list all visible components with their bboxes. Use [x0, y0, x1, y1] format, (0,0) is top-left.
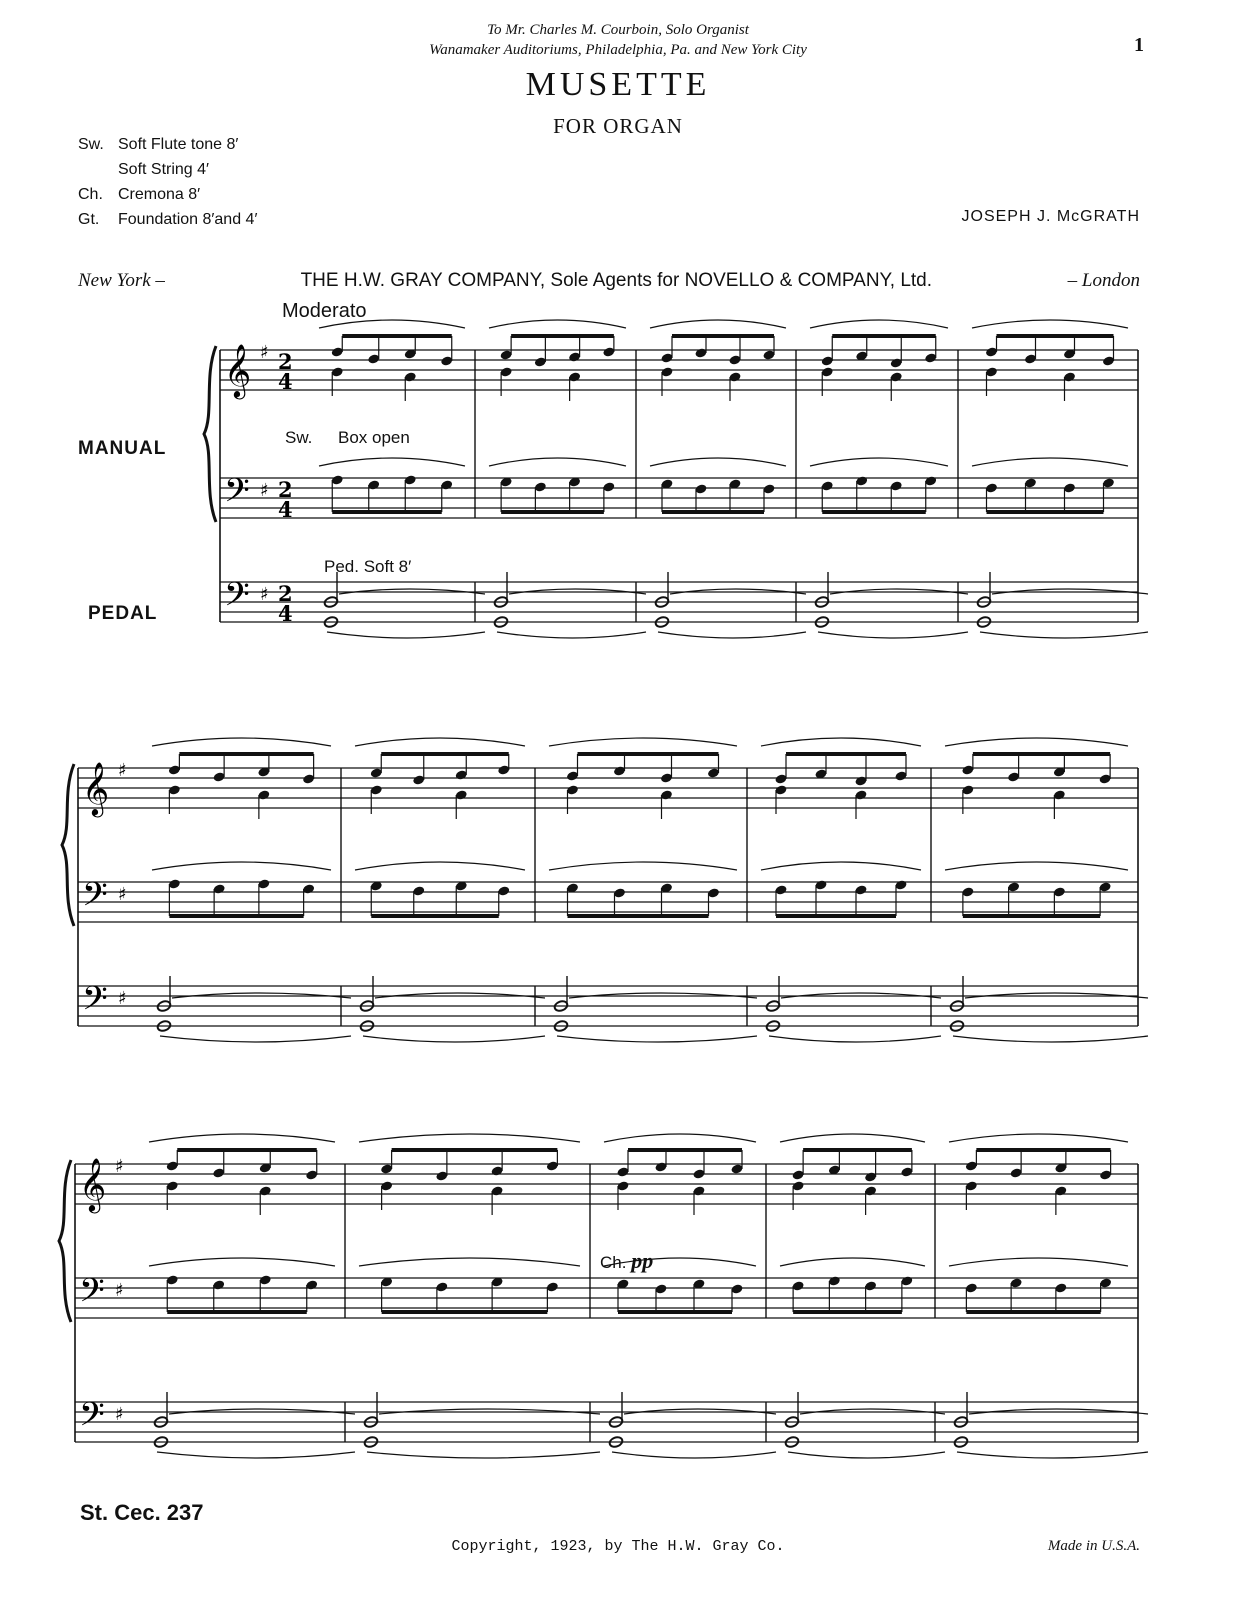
tempo-marking: Moderato — [282, 300, 367, 322]
time-signature-numerator: 2 — [278, 349, 293, 374]
slur — [489, 320, 626, 328]
choir-label: Ch. — [600, 1253, 627, 1272]
slur — [810, 458, 948, 466]
key-signature-sharp: ♯ — [260, 342, 269, 363]
tie — [160, 1036, 351, 1042]
registration-manual: Ch. — [78, 186, 103, 203]
tie — [612, 1452, 776, 1458]
tie — [367, 1452, 600, 1458]
slur — [780, 1134, 925, 1142]
slur — [945, 738, 1128, 746]
pedal-registration-marking: Ped. Soft 8′ — [324, 557, 412, 576]
made-in-notice: Made in U.S.A. — [1047, 1538, 1140, 1554]
slur — [780, 1258, 925, 1266]
treble-clef: 𝄞 — [79, 1157, 107, 1211]
bass-clef: 𝄢 — [224, 576, 250, 622]
dedication-line-1: To Mr. Charles M. Courboin, Solo Organist — [487, 22, 749, 38]
slur — [549, 738, 737, 746]
slur — [949, 1258, 1128, 1266]
time-signature-denominator: 4 — [278, 369, 293, 394]
key-signature-sharp: ♯ — [260, 584, 269, 605]
slur — [604, 1258, 756, 1266]
slur — [972, 320, 1128, 328]
publisher-city-left: New York – — [78, 270, 165, 291]
slur — [319, 458, 465, 466]
key-signature-sharp: ♯ — [118, 988, 127, 1009]
time-signature-numerator: 2 — [278, 477, 293, 502]
slur — [949, 1134, 1128, 1142]
page-number: 1 — [1134, 34, 1144, 56]
key-signature-sharp: ♯ — [118, 884, 127, 905]
slur — [972, 458, 1128, 466]
slur — [945, 862, 1128, 870]
slur — [149, 1258, 335, 1266]
dynamic-pp: pp — [631, 1248, 654, 1273]
slur — [604, 1134, 756, 1142]
bass-clef: 𝄢 — [79, 1272, 105, 1318]
registration-stop: Soft Flute tone 8′ — [118, 136, 239, 153]
swell-marking: Sw. — [285, 428, 313, 447]
publisher-text: THE H.W. GRAY COMPANY, Sole Agents for NOVELLO & COMPANY, Ltd. — [300, 270, 933, 291]
slur — [650, 320, 786, 328]
tie — [363, 1036, 545, 1042]
page-title: MUSETTE — [525, 66, 711, 103]
registration-stop: Soft String 4′ — [118, 161, 210, 178]
slur — [319, 320, 465, 328]
bass-clef: 𝄢 — [224, 472, 250, 518]
time-signature-denominator: 4 — [278, 601, 293, 626]
key-signature-sharp: ♯ — [260, 480, 269, 501]
registration-manual: Gt. — [78, 211, 100, 228]
slur — [489, 458, 626, 466]
slur — [549, 862, 737, 870]
slur — [761, 862, 921, 870]
slur — [355, 862, 525, 870]
bass-clef: 𝄢 — [79, 1396, 105, 1442]
publisher-city-right: – London — [1067, 270, 1140, 291]
tie — [980, 632, 1148, 638]
slur — [761, 738, 921, 746]
time-signature-denominator: 4 — [278, 497, 293, 522]
slur — [810, 320, 948, 328]
slur — [650, 458, 786, 466]
tie — [818, 632, 968, 638]
treble-clef: 𝄞 — [224, 343, 252, 397]
slur — [355, 738, 525, 746]
tie — [658, 632, 806, 638]
tie — [953, 1036, 1148, 1042]
tie — [327, 632, 485, 638]
key-signature-sharp: ♯ — [118, 760, 127, 781]
registration-stop: Cremona 8′ — [118, 186, 201, 203]
dedication-line-2: Wanamaker Auditoriums, Philadelphia, Pa. and New York City — [429, 42, 807, 58]
tie — [788, 1452, 945, 1458]
bass-clef: 𝄢 — [82, 980, 108, 1026]
registration-stop: Foundation 8′and 4′ — [118, 211, 258, 228]
tie — [557, 1036, 757, 1042]
manual-brace — [204, 346, 216, 522]
composer: JOSEPH J. McGRATH — [961, 208, 1140, 225]
treble-clef: 𝄞 — [82, 761, 110, 815]
slur — [152, 738, 331, 746]
manual-brace — [62, 764, 74, 926]
time-signature-numerator: 2 — [278, 581, 293, 606]
bass-clef: 𝄢 — [82, 876, 108, 922]
box-open-marking: Box open — [338, 428, 410, 447]
registration-manual: Sw. — [78, 136, 104, 153]
tie — [497, 632, 646, 638]
catalog-number: St. Cec. 237 — [80, 1500, 204, 1525]
slur — [359, 1258, 580, 1266]
manual-label: MANUAL — [78, 438, 167, 459]
slur — [149, 1134, 335, 1142]
tie — [157, 1452, 355, 1458]
key-signature-sharp: ♯ — [115, 1156, 124, 1177]
key-signature-sharp: ♯ — [115, 1404, 124, 1425]
tie — [769, 1036, 941, 1042]
slur — [152, 862, 331, 870]
slur — [359, 1134, 580, 1142]
pedal-label: PEDAL — [88, 603, 158, 624]
key-signature-sharp: ♯ — [115, 1280, 124, 1301]
copyright-notice: Copyright, 1923, by The H.W. Gray Co. — [451, 1538, 785, 1555]
tie — [957, 1452, 1148, 1458]
page-subtitle: FOR ORGAN — [553, 114, 683, 138]
manual-brace — [59, 1160, 71, 1322]
